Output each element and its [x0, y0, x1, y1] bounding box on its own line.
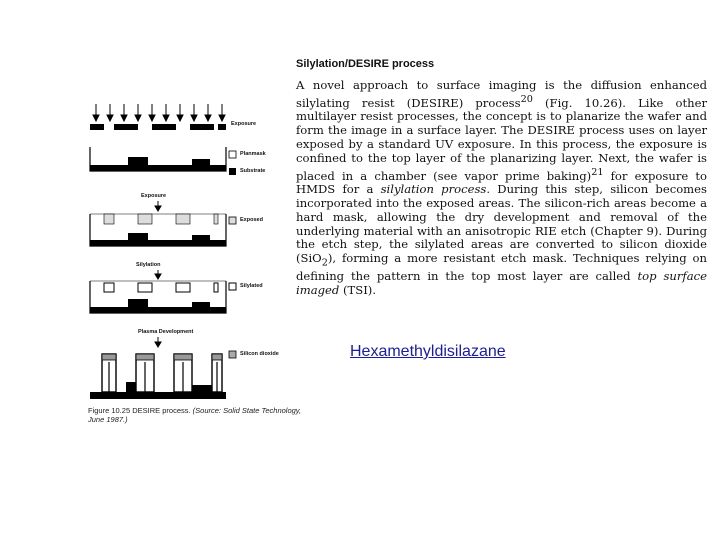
text-run: (Fig. 10.26). Like other multilayer resist processes, the concept is to planarize the wafer and form the image in a surface layer. The DESIRE process uses on layer exposed by a standard UV exposure. In this process, the exposure is confined to the top layer of the planarizing layer. Next, the wafer is placed in a chamber (see vapor prime baking): [296, 95, 708, 183]
stage-3-wafer: [90, 281, 226, 313]
sio2-cap: [102, 354, 116, 360]
exposure-arrows: [93, 104, 225, 121]
stage-1-wafer: [90, 147, 226, 171]
exposure-step-arrow: [155, 201, 161, 211]
legend-planmask: Planmask: [240, 151, 266, 157]
sio2-cap: [136, 354, 154, 360]
footnote-ref-21: 21: [591, 166, 604, 178]
silylated-region: [138, 283, 152, 292]
arrow: [219, 104, 225, 121]
text-run: ), forming a more resistant etch mask. Techniques relying on defining the pattern in the top most layer are called: [296, 251, 707, 284]
body-paragraph: [296, 79, 707, 298]
section-heading: Silylation/DESIRE process: [296, 58, 435, 70]
silylated-region: [214, 283, 218, 292]
exposed-region: [104, 214, 114, 224]
plasma-step-arrow: [155, 337, 161, 347]
legend-sio2: Silicon dioxide: [240, 351, 279, 357]
silylation-step-arrow: [155, 270, 161, 279]
exposed-region: [138, 214, 152, 224]
arrow: [93, 104, 99, 121]
arrow: [135, 104, 141, 121]
legend-swatch-sio2: [229, 351, 236, 358]
photomask: [90, 124, 226, 130]
arrow: [149, 104, 155, 121]
sio2-cap: [212, 354, 222, 360]
sio2-cap: [174, 354, 192, 360]
exposed-region: [176, 214, 190, 224]
stage-4-wafer: [90, 354, 226, 399]
legend-swatch-planmask: [229, 151, 236, 158]
subscript-2: 2: [321, 257, 328, 269]
mask-segment: [90, 124, 104, 130]
arrow: [121, 104, 127, 121]
footnote-ref-20: 20: [520, 93, 533, 105]
silylated-region: [104, 283, 114, 292]
text-run: A novel approach to surface imaging is the diffusion enhanced silylating resist (DESIRE) process: [296, 78, 707, 110]
step-label-exposure: Exposure: [141, 193, 167, 199]
desire-process-figure: [86, 100, 300, 435]
legend-exposed: Exposed: [240, 217, 263, 223]
arrow: [191, 104, 197, 121]
text-run: (TSI).: [339, 283, 377, 298]
text-run: for exposure to HMDS for a: [296, 168, 707, 197]
legend-substrate: Substrate: [240, 168, 266, 174]
mask-segment: [114, 124, 138, 130]
legend-swatch-exposed: [229, 217, 236, 224]
legend-swatch-silylated: [229, 283, 236, 290]
arrow: [205, 104, 211, 121]
caption-number: Figure 10.25: [88, 406, 131, 415]
arrow: [177, 104, 183, 121]
caption-title: DESIRE process.: [132, 406, 191, 415]
silylated-region: [176, 283, 190, 292]
caption-source: (Source: Solid State Technology, June 1987.): [88, 406, 302, 424]
text-italic: silylation process: [380, 182, 487, 197]
mask-segment: [190, 124, 214, 130]
arrow: [107, 104, 113, 121]
figure-caption: [88, 406, 303, 424]
mask-segment: [218, 124, 226, 130]
exposed-region: [214, 214, 218, 224]
desire-process-diagram: [86, 100, 300, 435]
arrow: [163, 104, 169, 121]
text-italic: top surface imaged: [296, 269, 707, 298]
legend-silylated: Silylated: [240, 283, 263, 289]
text-run: . During this step, silicon becomes incorporated into the exposed areas. The silicon-rich areas become a hard mask, allowing the dry development and removal of the underlying material with an anisotropic RIE etch (Chapter 9). During the etch step, the silylated areas are converted to silicon dioxide (SiO: [296, 182, 707, 266]
stage-2-wafer: [90, 214, 226, 246]
step-label-plasma: Plasma Development: [138, 329, 194, 335]
step-label-silylation: Silylation: [136, 262, 161, 268]
mask-segment: [152, 124, 176, 130]
legend-swatch-substrate: [229, 168, 236, 175]
label-exposure: Exposure: [231, 121, 257, 127]
hexamethyldisilazane-link[interactable]: Hexamethyldisilazane: [350, 343, 506, 360]
